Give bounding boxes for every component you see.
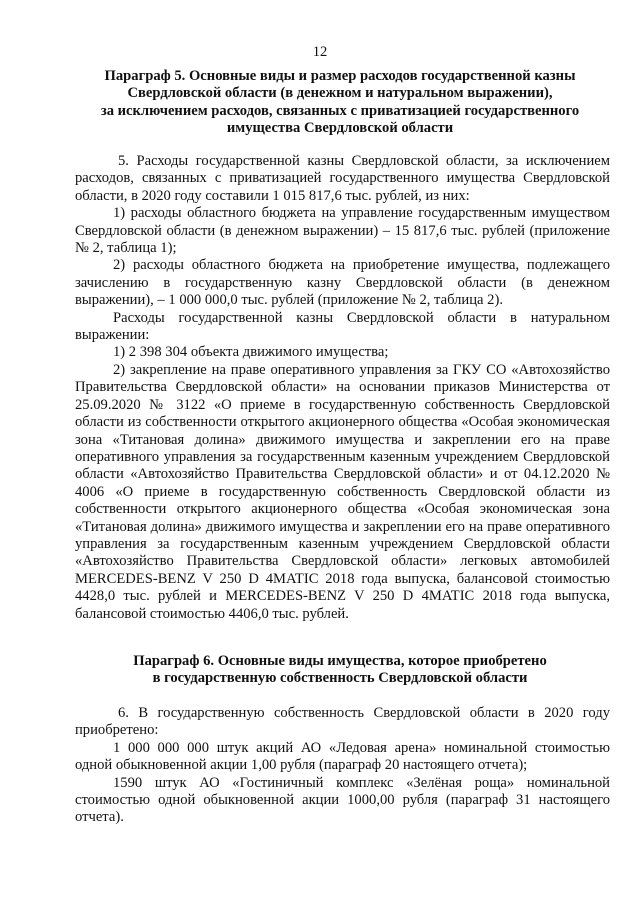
heading-line: в государственную собственность Свердловской области [152, 670, 528, 687]
section-5-heading [70, 68, 610, 138]
list-item: 1) расходы областного бюджета на управление государственным имуществом Свердловской области (в денежном выражении) – 15 817,6 тыс. рублей (приложение № 2, таблица 1); [75, 205, 610, 257]
heading-line: имущества Свердловской области [226, 120, 454, 137]
section-6-heading [70, 653, 610, 688]
page-number: 12 [312, 44, 328, 60]
section-5-body [75, 153, 610, 623]
list-item: 2) расходы областного бюджета на приобретение имущества, подлежащего зачислению в государственную казну Свердловской области (в денежном выражении), – 1 000 000,0 тыс. рублей (приложение № 2, таблица 2). [75, 257, 610, 309]
section-6-body [75, 705, 610, 827]
list-item: 2) закрепление на праве оперативного управления за ГКУ СО «Автохозяйство Правительства Свердловской области» на основании приказов Министерства от 25.09.2020 № 3122 «О приеме в государственную собственность Свердловской области из собственности открытого акционерного общества «Особая экономическая зона «Титановая долина» движимого имущества и закреплении его на праве оперативного управления за государственным казенным учреждением Свердловской области «Автохозяйство Правительства Свердловской области» и от 04.12.2020 № 4006 «О приеме в государственную собственность Свердловской области из собственности открытого акционерного общества «Особая экономическая зона «Титановая долина» движимого имущества и закреплении его на праве оперативного управления за государственным казенным учреждением Свердловской области «Автохозяйство Правительства Свердловской области» легковых автомобилей MERCEDES-BENZ V 250 D 4MATIC 2018 года выпуска, балансовой стоимостью 4428,0 тыс. рублей и MERCEDES-BENZ V 250 D 4MATIC 2018 года выпуска, балансовой стоимостью 4406,0 тыс. рублей. [75, 361, 610, 622]
paragraph: 5. Расходы государственной казны Свердловской области, за исключением расходов, связанных с приватизацией государственного имущества Свердловской области, в 2020 году составили 1 015 817,6 тыс. рублей, из них: [75, 153, 610, 204]
heading-line: Параграф 5. Основные виды и размер расходов государственной казны [104, 68, 576, 84]
paragraph: 1 000 000 000 штук акций АО «Ледовая арена» номинальной стоимостью одной обыкновенной акции 1,00 рубля (параграф 20 настоящего отчета); [75, 739, 610, 774]
heading-line: Свердловской области (в денежном и натуральном выражении), [127, 85, 553, 102]
heading-line: Параграф 6. Основные виды имущества, которое приобретено [133, 653, 547, 669]
paragraph: Расходы государственной казны Свердловской области в натуральном выражении: [75, 309, 610, 344]
list-item: 1) 2 398 304 объекта движимого имущества; [113, 344, 389, 361]
heading-line: за исключением расходов, связанных с приватизацией государственного [100, 102, 580, 119]
paragraph: 6. В государственную собственность Свердловской области в 2020 году приобретено: [75, 705, 610, 739]
paragraph: 1590 штук АО «Гостиничный комплекс «Зелёная роща» номинальной стоимостью одной обыкновенной акции 1000,00 рубля (параграф 31 настоящего отчета). [75, 774, 610, 826]
